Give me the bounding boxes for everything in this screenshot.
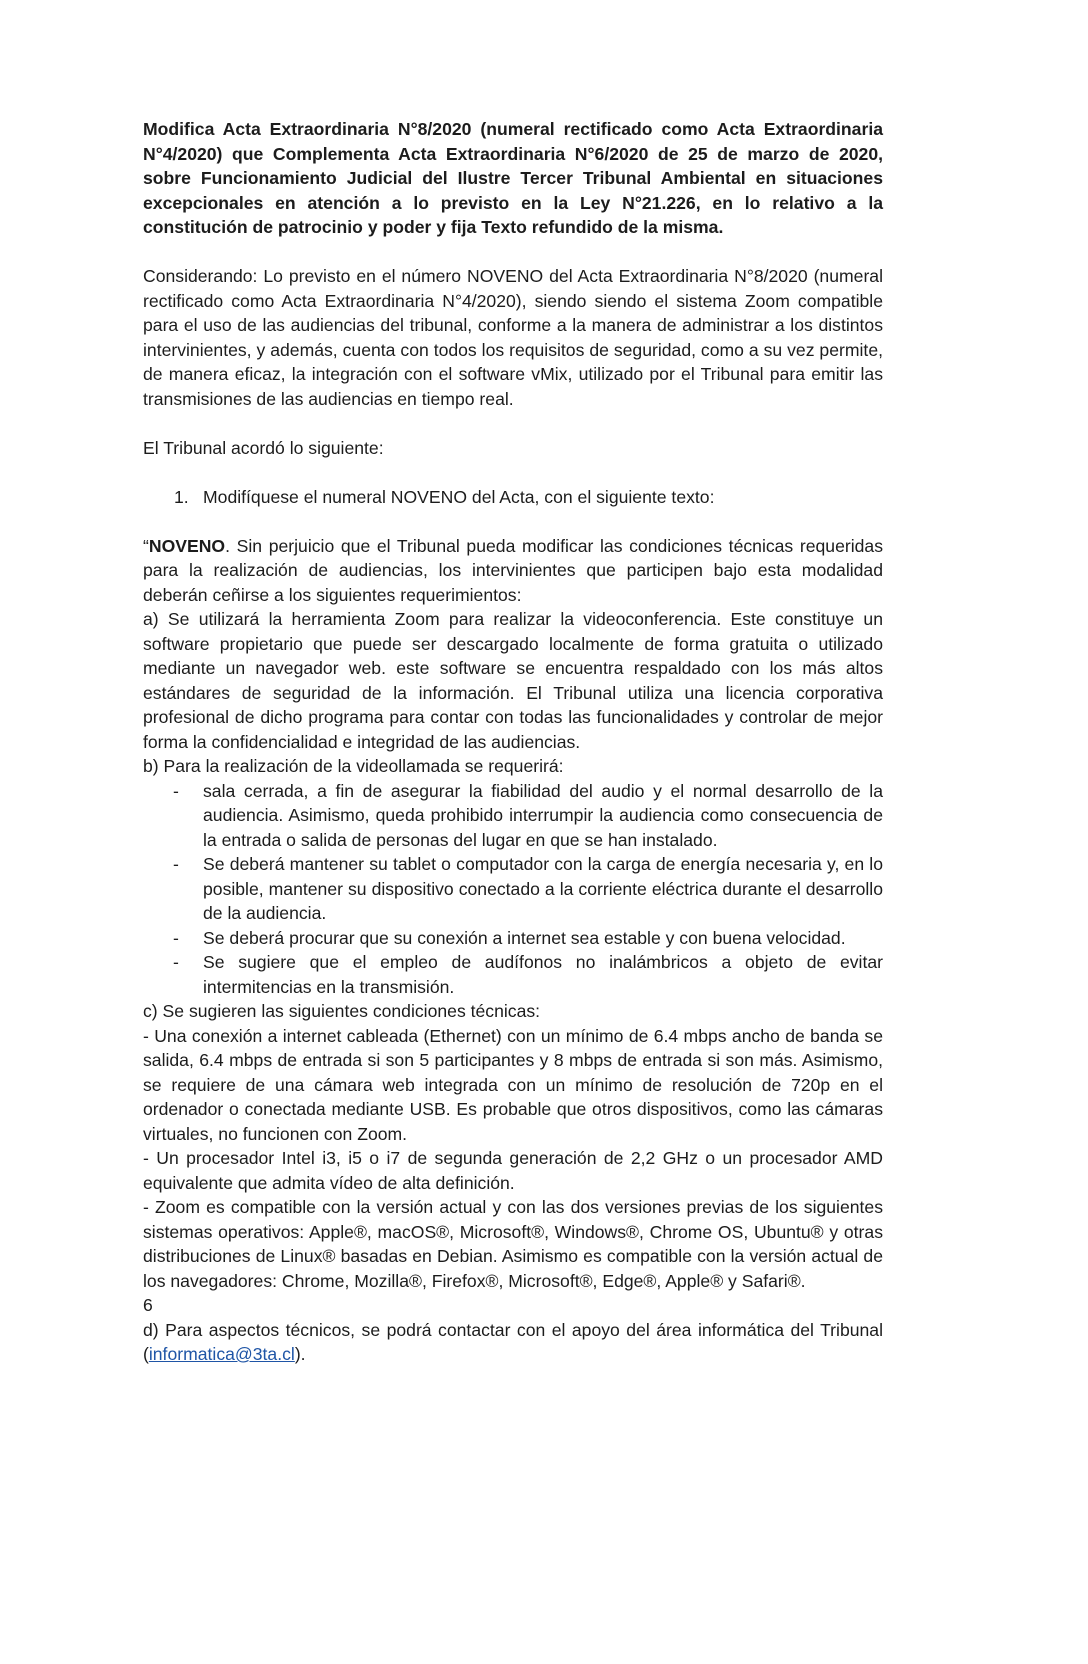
list-item <box>143 926 883 951</box>
spacer <box>143 509 883 534</box>
section-c-heading: c) Se sugieren las siguientes condiciones técnicas: <box>143 1001 541 1021</box>
dash-bullet: - <box>173 927 179 948</box>
section-d-text: d) Para aspectos técnicos, se podrá contactar con el apoyo del área informática del Tribunal ( <box>143 1319 883 1364</box>
section-c-item: - Zoom es compatible con la versión actual y con las dos versiones previas de los siguientes sistemas operativos: Apple®, macOS®, Microsoft®, Windows®, Chrome OS, Ubuntu® y otras distribuciones de Linux® basadas en Debian. Asimismo es compatible con la versión actual de los navegadores: Chrome, Mozilla®, Firefox®, Microsoft®, Edge®, Apple® y Safari®. <box>143 1197 883 1291</box>
section-d <box>143 1318 883 1367</box>
document-title: Modifica Acta Extraordinaria N°8/2020 (numeral rectificado como Acta Extraordinaria N°4/2020) que Complementa Acta Extraordinaria N°6/2020 de 25 de marzo de 2020, sobre Funcionamiento Judicial del Ilustre Tercer Tribunal Ambiental en situaciones excepcionales en atención a lo previsto en la Ley N°21.226, en lo relativo a la constitución de patrocinio y poder y fija Texto refundido de la misma. <box>143 119 883 237</box>
list-item <box>143 950 883 999</box>
section-b-heading: b) Para la realización de la videollamada se requerirá: <box>143 756 564 776</box>
stray-page-number: 6 <box>143 1295 153 1315</box>
noveno-text: . Sin perjuicio que el Tribunal pueda modificar las condiciones técnicas requeridas para la realización de audiencias, los intervinientes que participen bajo esta modalidad deberán ceñirse a los siguientes requerimientos: <box>143 535 883 605</box>
noveno-label: NOVENO <box>148 535 226 556</box>
section-c-item: - Un procesador Intel i3, i5 o i7 de segunda generación de 2,2 GHz o un procesador AMD equivalente que admita vídeo de alta definición. <box>143 1148 883 1193</box>
section-a: a) Se utilizará la herramienta Zoom para realizar la videoconferencia. Este constituye un software propietario que puede ser descargado localmente de forma gratuita o utilizado mediante un navegador web. este software se encuentra respaldado con los más altos estándares de seguridad de la información. El Tribunal utiliza una licencia corporativa profesional de dicho programa para contar con todas las funcionalidades y controlar de mejor forma la confidencialidad e integridad de las audiencias. <box>143 609 883 752</box>
acuerdo-paragraph: El Tribunal acordó lo siguiente: <box>143 437 384 458</box>
dash-bullet: - <box>173 780 179 801</box>
noveno-paragraph <box>143 534 883 608</box>
section-d-closing: ). <box>294 1344 306 1364</box>
item-text: Modifíquese el numeral NOVENO del Acta, con el siguiente texto: <box>203 486 715 507</box>
spacer <box>143 411 883 436</box>
list-item-text: Se deberá mantener su tablet o computador con la carga de energía necesaria y, en lo posible, mantener su dispositivo conectado a la corriente eléctrica durante el desarrollo de la audiencia. <box>203 854 883 923</box>
list-item-text: Se deberá procurar que su conexión a internet sea estable y con buena velocidad. <box>203 927 846 948</box>
dash-bullet: - <box>173 854 179 874</box>
considerando-paragraph: Considerando: Lo previsto en el número NOVENO del Acta Extraordinaria N°8/2020 (numeral rectificado como Acta Extraordinaria N°4/2020), siendo siendo el sistema Zoom compatible para el uso de las audiencias del tribunal, conforme a la manera de administrar a los distintos intervinientes, y además, cuenta con todos los requisitos de seguridad, como a su vez permite, de manera eficaz, la integración con el software vMix, utilizado por el Tribunal para emitir las transmisiones de las audiencias en tiempo real. <box>143 266 883 409</box>
email-link[interactable]: informatica@3ta.cl <box>148 1344 295 1364</box>
document-page <box>143 117 883 1367</box>
dash-bullet: - <box>173 952 179 972</box>
list-item <box>143 779 883 853</box>
item-number: 1. <box>174 486 189 507</box>
list-item-text: Se sugiere que el empleo de audífonos no inalámbricos a objeto de evitar intermitencias en la transmisión. <box>203 952 883 997</box>
open-quote: “ <box>143 535 149 556</box>
list-item-text: sala cerrada, a fin de asegurar la fiabilidad del audio y el normal desarrollo de la audiencia. Asimismo, queda prohibido interrumpir la audiencia como consecuencia de la entrada o salida de personas del lugar en que se han instalado. <box>203 780 883 850</box>
section-c-item: - Una conexión a internet cableada (Ethernet) con un mínimo de 6.4 mbps ancho de banda se salida, 6.4 mbps de entrada si son 5 participantes y 8 mbps de entrada si son más. Asimismo, se requiere de una cámara web integrada con un mínimo de resolución de 720p en el ordenador o conectada mediante USB. Es probable que otros dispositivos, como las cámaras virtuales, no funcionen con Zoom. <box>143 1025 883 1144</box>
spacer <box>143 460 883 485</box>
numbered-item <box>143 485 883 510</box>
list-item <box>143 852 883 926</box>
